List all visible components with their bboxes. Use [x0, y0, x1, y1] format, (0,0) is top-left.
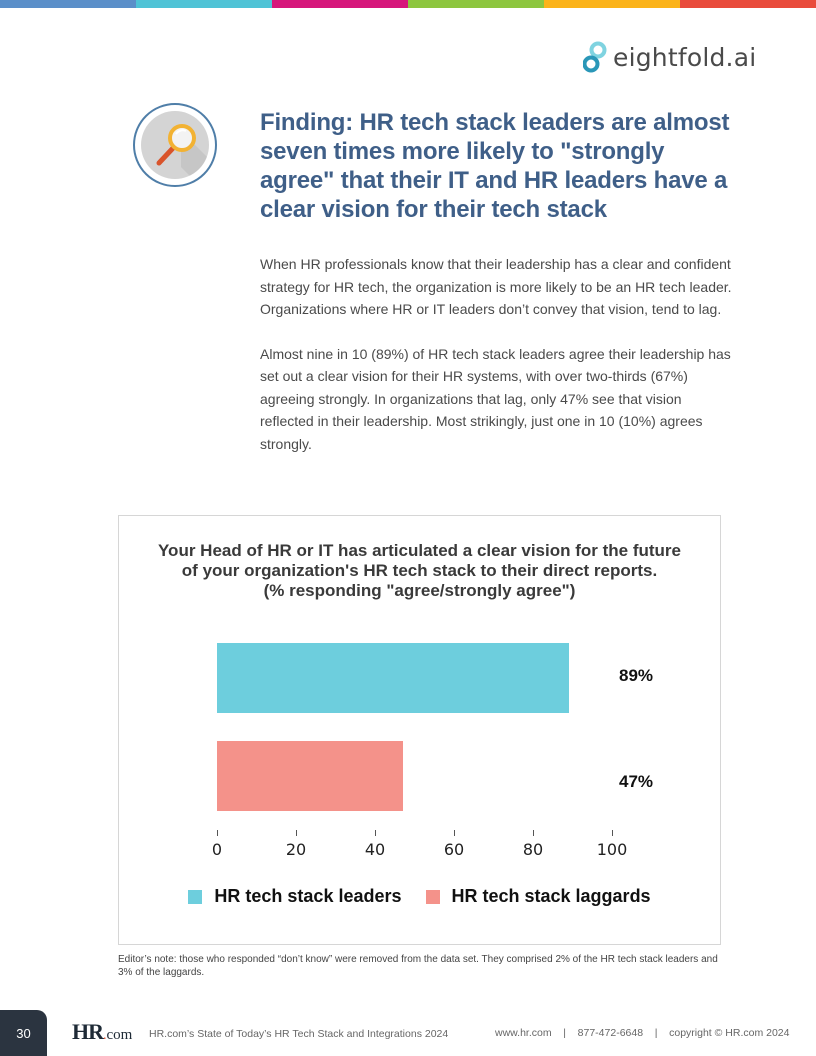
- color-segment-red: [680, 0, 816, 8]
- brand-name: eightfold.ai: [613, 42, 757, 72]
- finding-body: [260, 253, 738, 455]
- footer-report-title: HR.com’s State of Today’s HR Tech Stack and Integrations 2024: [149, 1028, 449, 1040]
- bar-laggards: [217, 741, 403, 811]
- legend-label-leaders: HR tech stack leaders: [214, 886, 402, 906]
- hr-com-logo: [72, 1019, 132, 1045]
- eightfold-infinity-logo-icon: [583, 40, 607, 74]
- x-tick-label: 40: [364, 840, 386, 859]
- color-segment-yellow: [544, 0, 680, 8]
- hr-logo-com: com: [106, 1027, 133, 1043]
- top-color-bar: [0, 0, 816, 8]
- page-number: 30: [0, 1010, 47, 1056]
- x-tick: [296, 830, 297, 836]
- chart-legend: [119, 886, 720, 907]
- legend-swatch-leaders: [188, 890, 202, 904]
- color-segment-green: [408, 0, 544, 8]
- x-tick-label: 20: [285, 840, 307, 859]
- x-tick: [454, 830, 455, 836]
- editor-note: Editor’s note: those who responded “don’t know” were removed from the data set. They comprised 2% of the HR tech stack leaders and 3% of the laggards.: [118, 954, 718, 978]
- legend-item-leaders: [188, 886, 401, 907]
- color-segment-magenta: [272, 0, 408, 8]
- x-tick: [375, 830, 376, 836]
- legend-swatch-laggards: [426, 890, 440, 904]
- eightfold-logo: [583, 40, 756, 74]
- footer-contact: www.hr.com | 877-472-6648 | copyright © HR.com 2024: [495, 1027, 790, 1039]
- color-segment-cyan: [136, 0, 272, 8]
- bar-chart: [118, 515, 721, 945]
- x-tick-label: 0: [211, 840, 223, 859]
- x-axis: [211, 830, 628, 860]
- hr-logo-dot: .: [103, 1028, 107, 1043]
- x-tick-label: 80: [522, 840, 544, 859]
- bar-value-laggards: 47%: [619, 772, 654, 791]
- hr-logo-mark: HR: [72, 1019, 103, 1044]
- x-tick: [612, 830, 613, 836]
- x-tick: [217, 830, 218, 836]
- body-paragraph: Almost nine in 10 (89%) of HR tech stack leaders agree their leadership has set out a clear vision for their HR systems, with over two-thirds (67%) agreeing strongly. In organizations that lag, only 47% see that vision reflected in their leadership. Most strikingly, just one in 10 (10%) agrees strongly.: [260, 345, 731, 452]
- legend-item-laggards: [426, 886, 651, 907]
- bar-leaders: [217, 643, 569, 713]
- chart-title: [119, 541, 720, 601]
- body-paragraph: When HR professionals know that their leadership has a clear and confident strategy for HR tech, the organization is more likely to be an HR tech leader. Organizations where HR or IT leaders don’t convey that vision, tend to lag.: [260, 256, 732, 317]
- x-tick: [533, 830, 534, 836]
- magnifying-glass-icon: [141, 111, 209, 179]
- finding-icon-badge: [133, 103, 217, 187]
- legend-label-laggards: HR tech stack laggards: [451, 886, 651, 906]
- chart-title-main: Your Head of HR or IT has articulated a clear vision for the future of your organization's HR tech stack to their direct reports.: [157, 541, 681, 580]
- bar-value-leaders: 89%: [619, 666, 654, 685]
- color-segment-blue: [0, 0, 136, 8]
- x-tick-label: 60: [443, 840, 465, 859]
- finding-headline: Finding: HR tech stack leaders are almost seven times more likely to "strongly agree" that their IT and HR leaders have a clear vision for their tech stack: [260, 109, 730, 223]
- chart-subtitle: (% responding "agree/strongly agree"): [263, 581, 576, 600]
- x-tick-label: 100: [596, 840, 628, 859]
